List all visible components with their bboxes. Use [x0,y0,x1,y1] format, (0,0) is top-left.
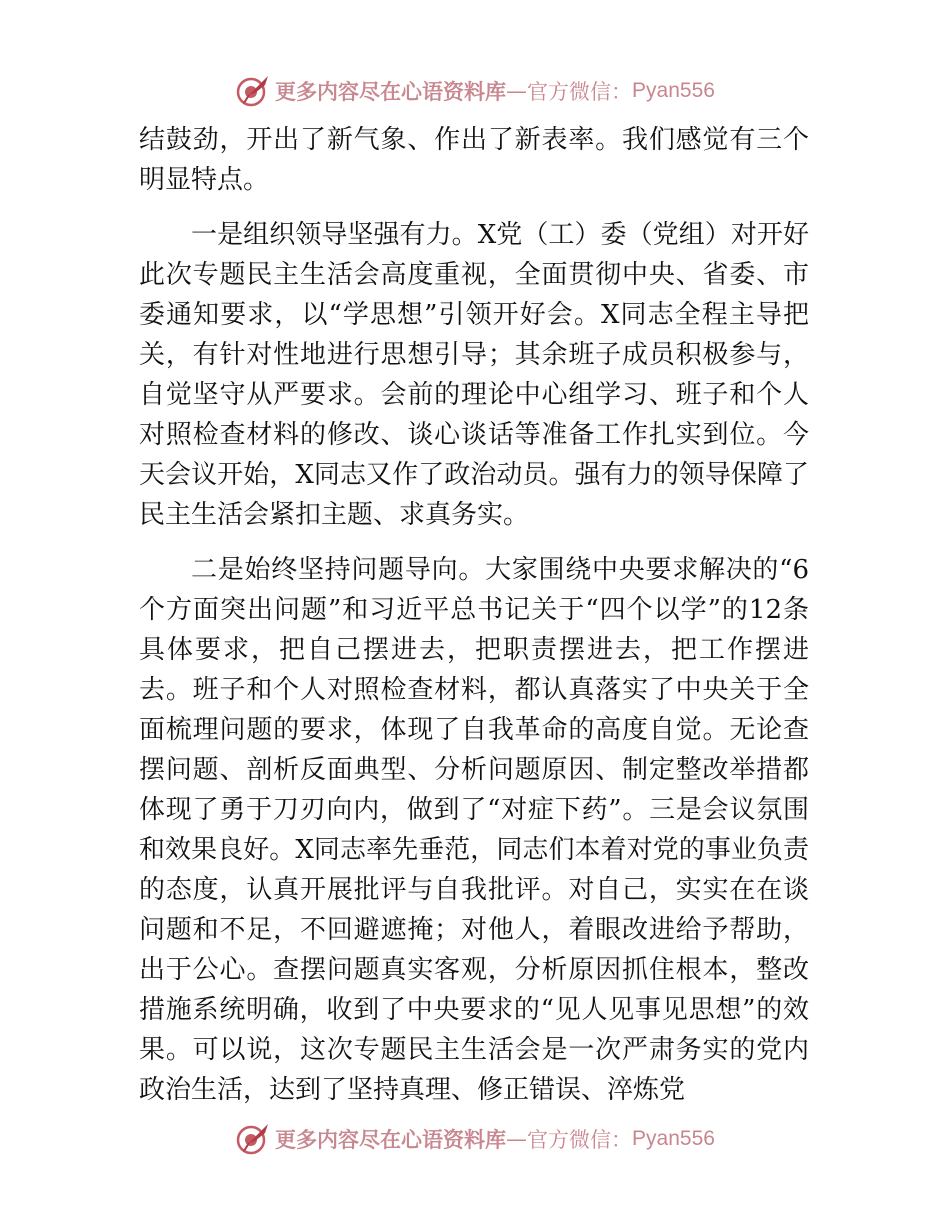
quill-pen-logo-icon [235,1121,271,1157]
document-body [139,120,809,1125]
paragraph-1: 结鼓劲，开出了新气象、作出了新表率。我们感觉有三个明显特点。 [139,125,809,195]
watermark-separator: — [506,79,528,103]
paragraph-2: 一是组织领导坚强有力。X党（工）委（党组）对开好此次专题民主生活会高度重视，全面贯彻中央、省委、市委通知要求，以“学思想”引领开好会。X同志全程主导把关，有针对性地进行思想引导；其余班子成员积极参与，自觉坚守从严要求。会前的理论中心组学习、班子和个人对照检查材料的修改、谈心谈话等准备工作扎实到位。今天会议开始，X同志又作了政治动员。强有力的领导保障了民主生活会紧扣主题、求真务实。 [139,220,809,530]
watermark-contact-label: 官方微信： [527,80,633,104]
paragraph-3: 二是始终坚持问题导向。大家围绕中央要求解决的“6个方面突出问题”和习近平总书记关于“四个以学”的12条具体要求，把自己摆进去，把职责摆进去，把工作摆进去。班子和个人对照检查材料，都认真落实了中央关于全面梳理问题的要求，体现了自我革命的高度自觉。无论查摆问题、剖析反面典型、分析问题原因、制定整改举措都体现了勇于刀刃向内，做到了“对症下药”。三是会议氛围和效果良好。X同志率先垂范，同志们本着对党的事业负责的态度，认真开展批评与自我批评。对自己，实实在在谈问题和不足，不回避遮掩；对他人，着眼改进给予帮助，出于公心。查摆问题真实客观，分析原因抓住根本，整改措施系统明确，收到了中央要求的“见人见事见思想”的效果。可以说，这次专题民主生活会是一次严肃务实的党内政治生活，达到了坚持真理、修正错误、淬炼党 [139,555,809,1105]
watermark-handle: Pyan556 [632,1127,715,1150]
watermark-text: 更多内容尽在心语资料库 [275,80,507,104]
watermark-separator: — [506,1127,528,1151]
footer-watermark [0,1119,950,1159]
watermark-handle: Pyan556 [632,79,715,102]
header-watermark [0,71,950,111]
watermark-contact-label: 官方微信： [527,1128,633,1152]
quill-pen-logo-icon [235,73,271,109]
watermark-text: 更多内容尽在心语资料库 [275,1128,507,1152]
